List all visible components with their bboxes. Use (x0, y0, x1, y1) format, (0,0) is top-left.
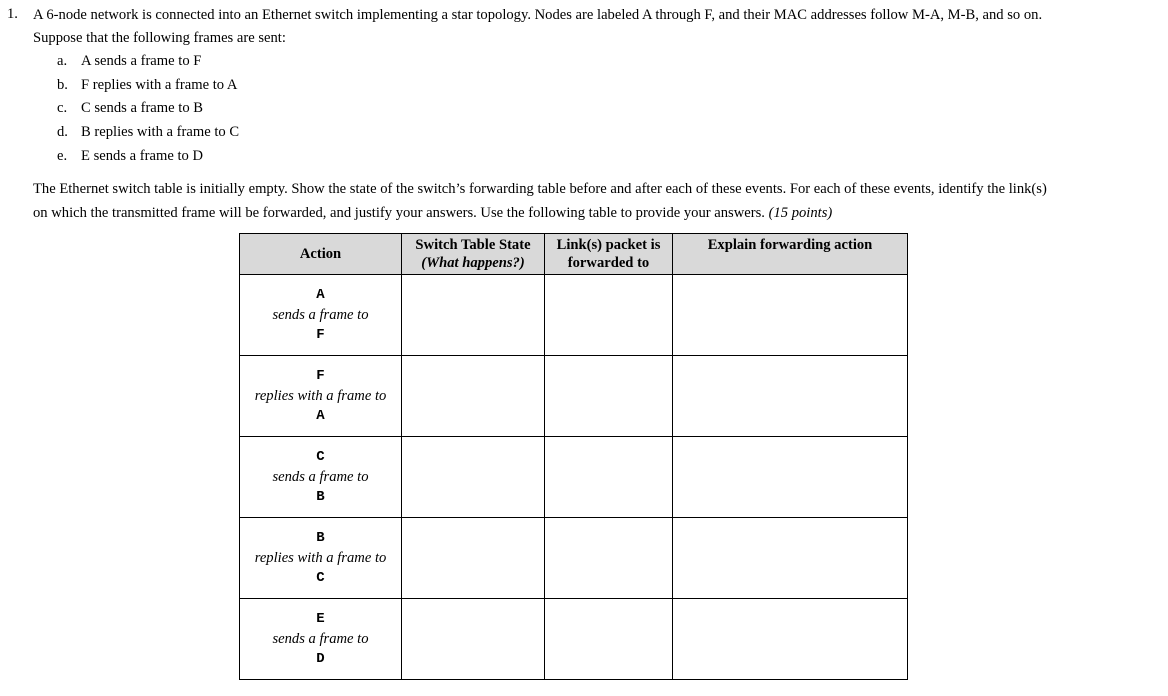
header-switch-table-state (402, 234, 545, 275)
event-letter: e. (57, 148, 68, 164)
source-node: B (316, 530, 325, 546)
header-links-forwarded (545, 234, 673, 275)
action-verb: sends a frame to (272, 469, 369, 485)
event-text: B replies with a frame to C (81, 124, 240, 140)
action-cell (240, 518, 402, 599)
table-row (240, 275, 908, 356)
destination-node: A (316, 408, 325, 424)
event-text: C sends a frame to B (81, 100, 203, 116)
event-text: E sends a frame to D (81, 148, 203, 164)
table-row (240, 437, 908, 518)
question-text-line-2: Suppose that the following frames are sent: (33, 30, 286, 46)
switch-table-state-cell[interactable] (402, 518, 545, 599)
destination-node: B (316, 489, 325, 505)
explanation-cell[interactable] (673, 356, 908, 437)
links-forwarded-cell[interactable] (545, 518, 673, 599)
event-letter: a. (57, 53, 68, 69)
header-explain: Explain forwarding action (673, 234, 908, 275)
source-node: F (316, 368, 325, 384)
table-row (240, 356, 908, 437)
event-letter: d. (57, 124, 68, 140)
action-verb: replies with a frame to (254, 550, 387, 566)
action-verb: sends a frame to (272, 307, 369, 323)
instructions-line-1: The Ethernet switch table is initially empty. Show the state of the switch’s forwarding table before and after each of these events. For each of these events, identify the link(s) (33, 181, 1047, 197)
explanation-cell[interactable] (673, 275, 908, 356)
table-header-row (240, 234, 908, 275)
action-cell (240, 599, 402, 680)
header-state-line-1: Switch Table State (415, 237, 531, 253)
action-verb: replies with a frame to (254, 388, 387, 404)
source-node: C (316, 449, 325, 465)
switch-table-state-cell[interactable] (402, 275, 545, 356)
action-cell (240, 275, 402, 356)
points-label: (15 points) (768, 205, 833, 221)
explanation-cell[interactable] (673, 599, 908, 680)
switch-table-state-cell[interactable] (402, 356, 545, 437)
destination-node: D (316, 651, 325, 667)
table-row (240, 518, 908, 599)
event-text: F replies with a frame to A (81, 77, 238, 93)
instructions-text: on which the transmitted frame will be forwarded, and justify your answers. Use the following table to provide your answers. (33, 205, 765, 221)
explanation-cell[interactable] (673, 518, 908, 599)
explanation-cell[interactable] (673, 437, 908, 518)
action-cell (240, 356, 402, 437)
question-text-line-1: A 6-node network is connected into an Ethernet switch implementing a star topology. Nodes are labeled A through F, and their MAC addresses follow M-A, M-B, and so on. (33, 7, 1043, 23)
event-letter: b. (57, 77, 68, 93)
header-action: Action (240, 234, 402, 275)
source-node: E (316, 611, 325, 627)
links-forwarded-cell[interactable] (545, 275, 673, 356)
header-links-line-2: forwarded to (567, 255, 650, 271)
links-forwarded-cell[interactable] (545, 437, 673, 518)
header-links-line-1: Link(s) packet is (556, 237, 661, 253)
header-state-line-2: (What happens?) (421, 255, 525, 271)
instructions-line-2 (33, 204, 832, 222)
action-verb: sends a frame to (272, 631, 369, 647)
action-cell (240, 437, 402, 518)
question-number: 1. (7, 6, 18, 22)
links-forwarded-cell[interactable] (545, 356, 673, 437)
switch-table-state-cell[interactable] (402, 599, 545, 680)
switch-table-state-cell[interactable] (402, 437, 545, 518)
event-letter: c. (57, 100, 68, 116)
table-row (240, 599, 908, 680)
source-node: A (316, 287, 325, 303)
event-text: A sends a frame to F (81, 53, 202, 69)
destination-node: F (316, 327, 325, 343)
destination-node: C (316, 570, 325, 586)
answer-table (239, 233, 908, 680)
links-forwarded-cell[interactable] (545, 599, 673, 680)
